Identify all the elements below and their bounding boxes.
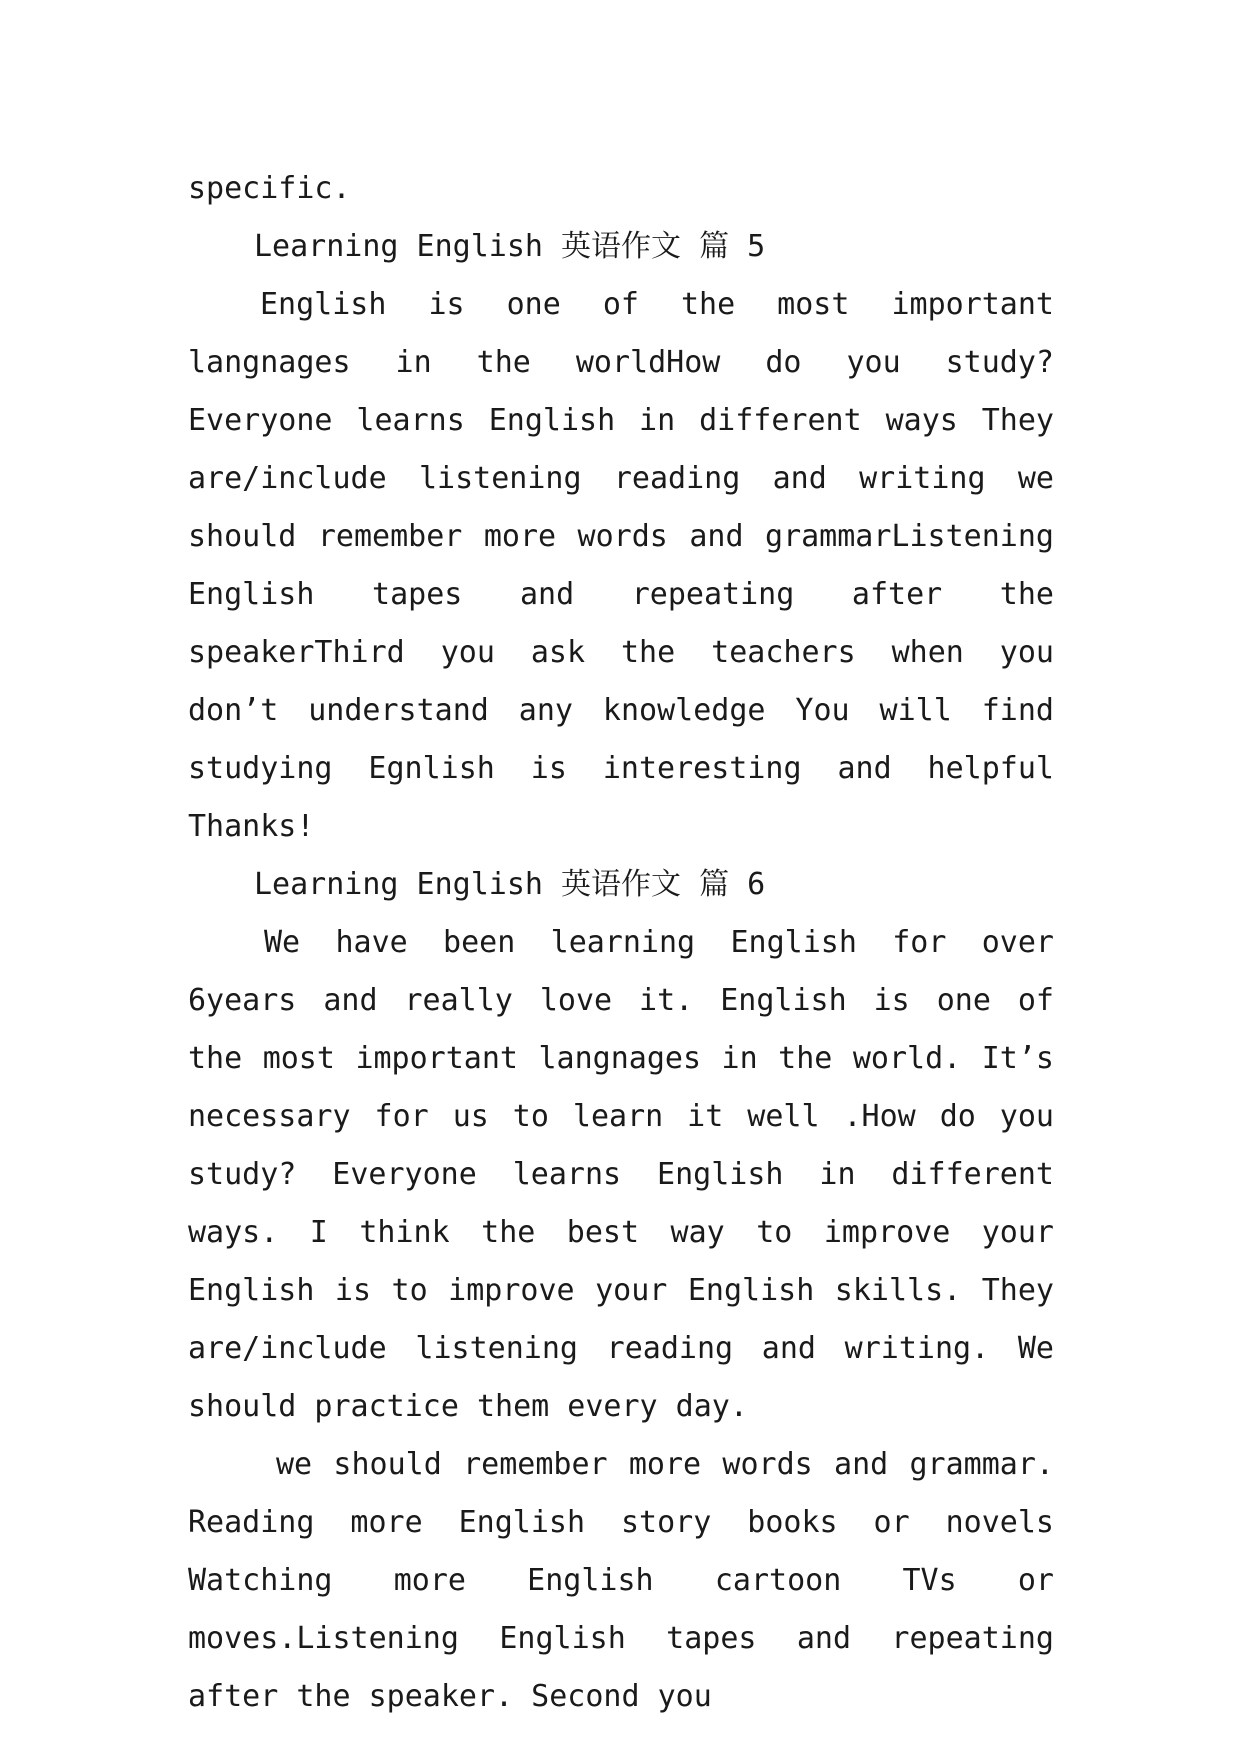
essay-heading-6: Learning English 英语作文 篇 6 bbox=[254, 867, 766, 902]
paragraph-fragment: specific. bbox=[188, 171, 351, 206]
essay-6-paragraph-1: We have been learning English for over 6years and really love it. English is one of the most important langnages in the world. It’s necessary for us to learn it well .How do you study? Everyone learns English in different ways. I think the best way to improve your English is to improve your English skills. They are/include listening reading and writing. We should practice them every day. bbox=[188, 925, 1054, 1424]
essay-6-paragraph-2: we should remember more words and grammar. Reading more English story books or novels Watching more English cartoon TVs or moves.Listening English tapes and repeating after the speaker. Second you bbox=[188, 1447, 1054, 1714]
essay-heading-5: Learning English 英语作文 篇 5 bbox=[254, 229, 766, 264]
document-body bbox=[188, 160, 1054, 1726]
essay-5-paragraph: English is one of the most important langnages in the worldHow do you study? Everyone learns English in different ways They are/include listening reading and writing we should remember more words and grammarListening English tapes and repeating after the speakerThird you ask the teachers when you don’t understand any knowledge You will find studying Egnlish is interesting and helpful Thanks! bbox=[188, 287, 1054, 844]
